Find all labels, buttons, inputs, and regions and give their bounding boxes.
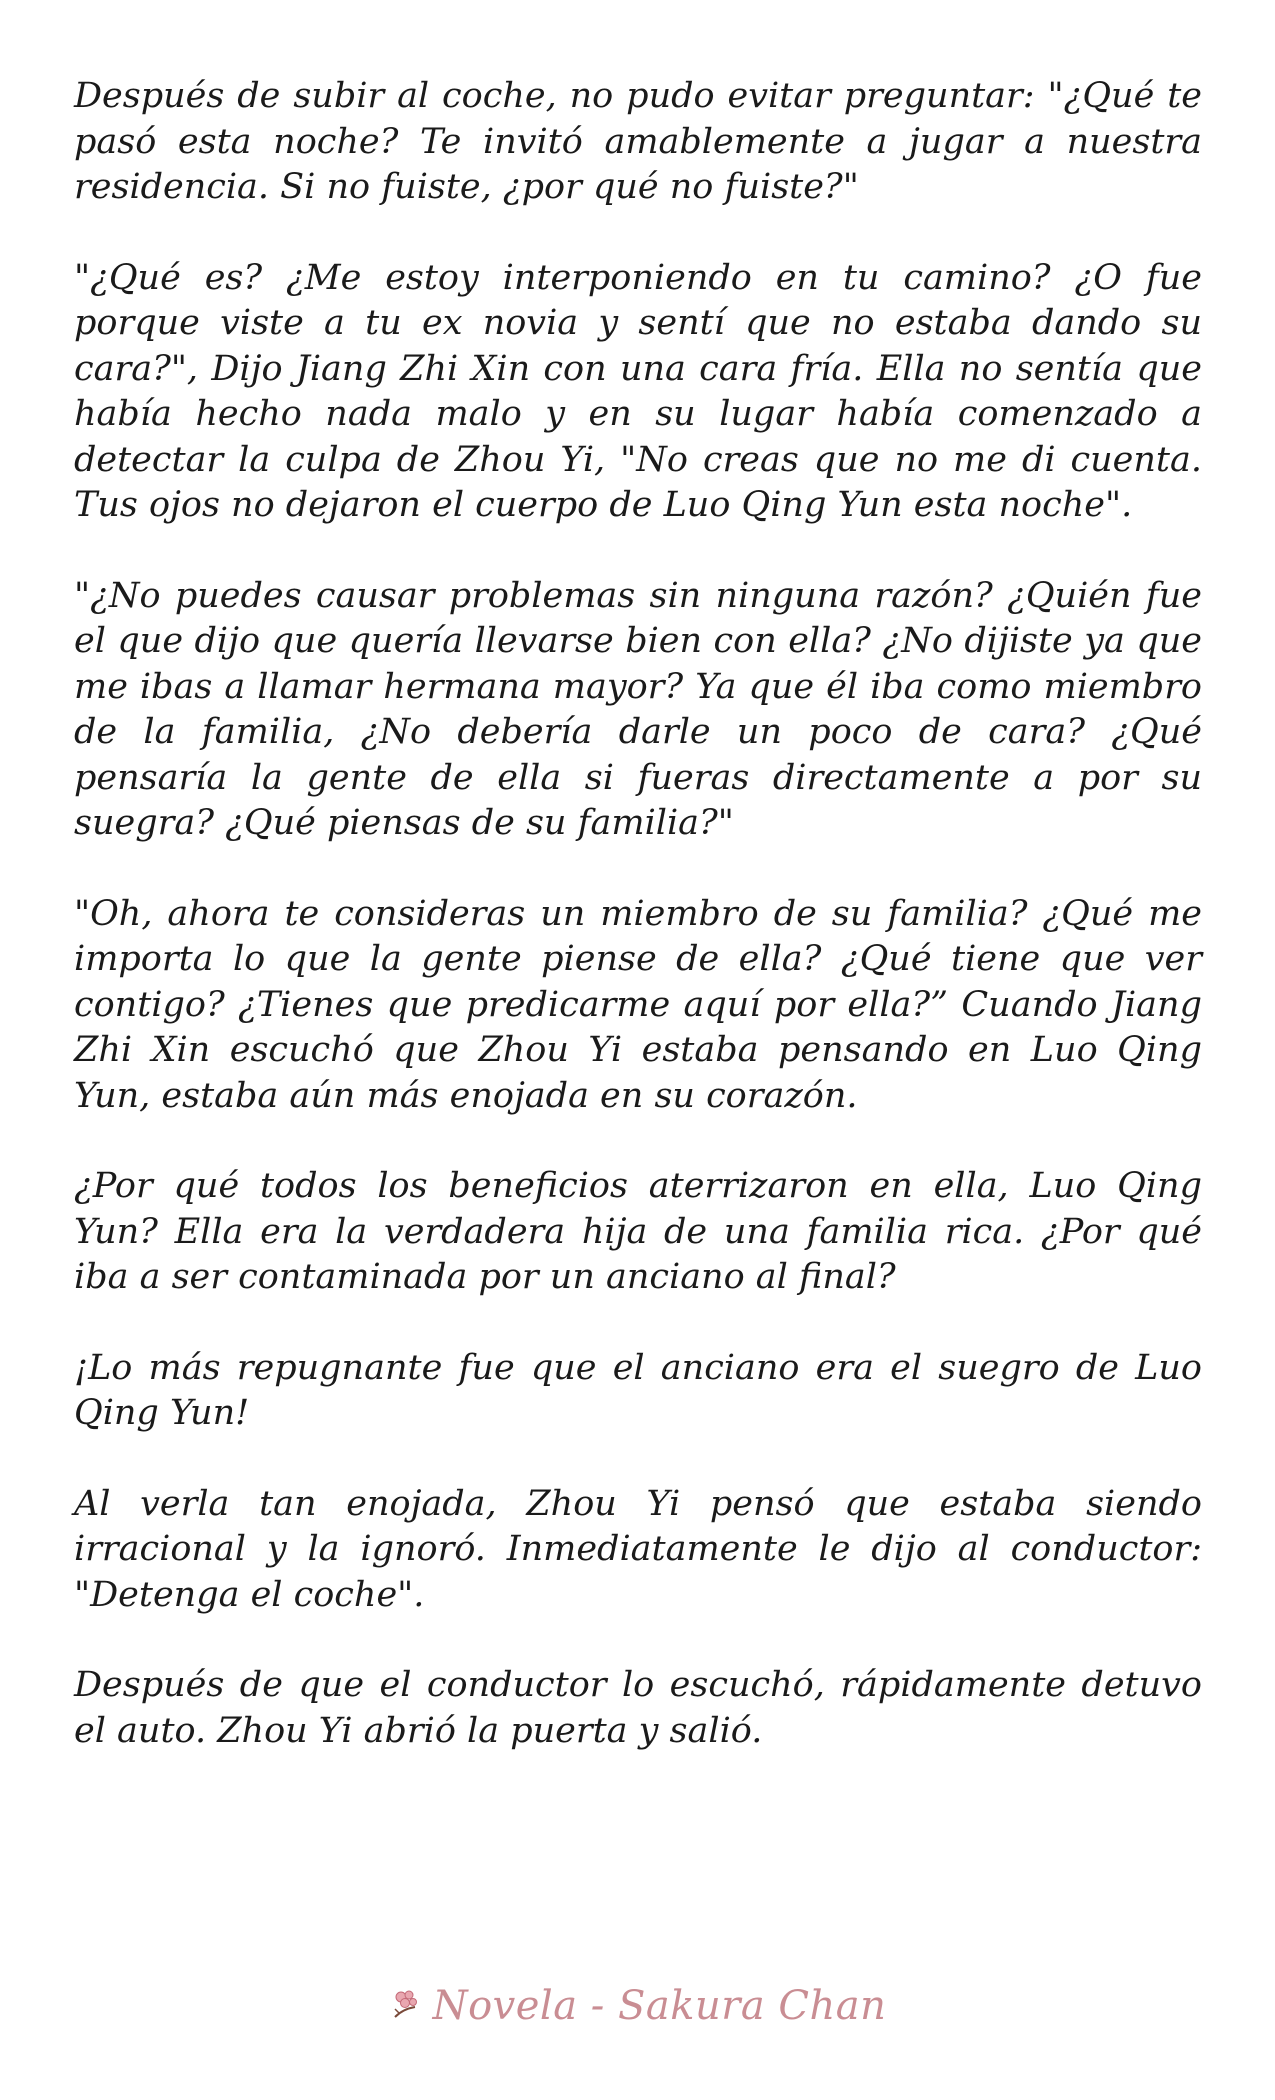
cherry-blossom-icon <box>389 1987 425 2033</box>
paragraph: ¿Por qué todos los beneficios aterrizaron en ella, Luo Qing Yun? Ella era la verdadera hija de una familia rica. ¿Por qué iba a ser contaminada por un anciano al final? <box>74 1166 1202 1297</box>
footer-text: Novela - Sakura Chan <box>432 1983 887 2029</box>
paragraph: Después de subir al coche, no pudo evitar preguntar: "¿Qué te pasó esta noche? Te invitó amablemente a jugar a nuestra residencia. Si no fuiste, ¿por qué no fuiste?" <box>74 76 1202 207</box>
paragraph: "¿Qué es? ¿Me estoy interponiendo en tu camino? ¿O fue porque viste a tu ex novia y sentí que no estaba dando su cara?", Dijo Jiang Zhi Xin con una cara fría. Ella no sentía que había hecho nada malo y en su lugar había comenzado a detectar la culpa de Zhou Yi, "No creas que no me di cuenta. Tus ojos no dejaron el cuerpo de Luo Qing Yun esta noche". <box>74 257 1202 525</box>
paragraph: ¡Lo más repugnante fue que el anciano era el suegro de Luo Qing Yun! <box>74 1347 1202 1433</box>
paragraph: Al verla tan enojada, Zhou Yi pensó que estaba siendo irracional y la ignoró. Inmediatamente le dijo al conductor: "Detenga el coche". <box>74 1483 1202 1615</box>
paragraph: Después de que el conductor lo escuchó, rápidamente detuvo el auto. Zhou Yi abrió la puerta y salió. <box>74 1665 1202 1751</box>
footer-watermark <box>0 1983 1275 2033</box>
paragraph: "Oh, ahora te consideras un miembro de su familia? ¿Qué me importa lo que la gente piense de ella? ¿Qué tiene que ver contigo? ¿Tienes que predicarme aquí por ella?” Cuando Jiang Zhi Xin escuchó que Zhou Yi estaba pensando en Luo Qing Yun, estaba aún más enojada en su corazón. <box>74 893 1202 1116</box>
chapter-text <box>74 74 1202 1799</box>
paragraph: "¿No puedes causar problemas sin ninguna razón? ¿Quién fue el que dijo que quería llevarse bien con ella? ¿No dijiste ya que me ibas a llamar hermana mayor? Ya que él iba como miembro de la familia, ¿No debería darle un poco de cara? ¿Qué pensaría la gente de ella si fueras directamente a por su suegra? ¿Qué piensas de su familia?" <box>74 575 1202 843</box>
